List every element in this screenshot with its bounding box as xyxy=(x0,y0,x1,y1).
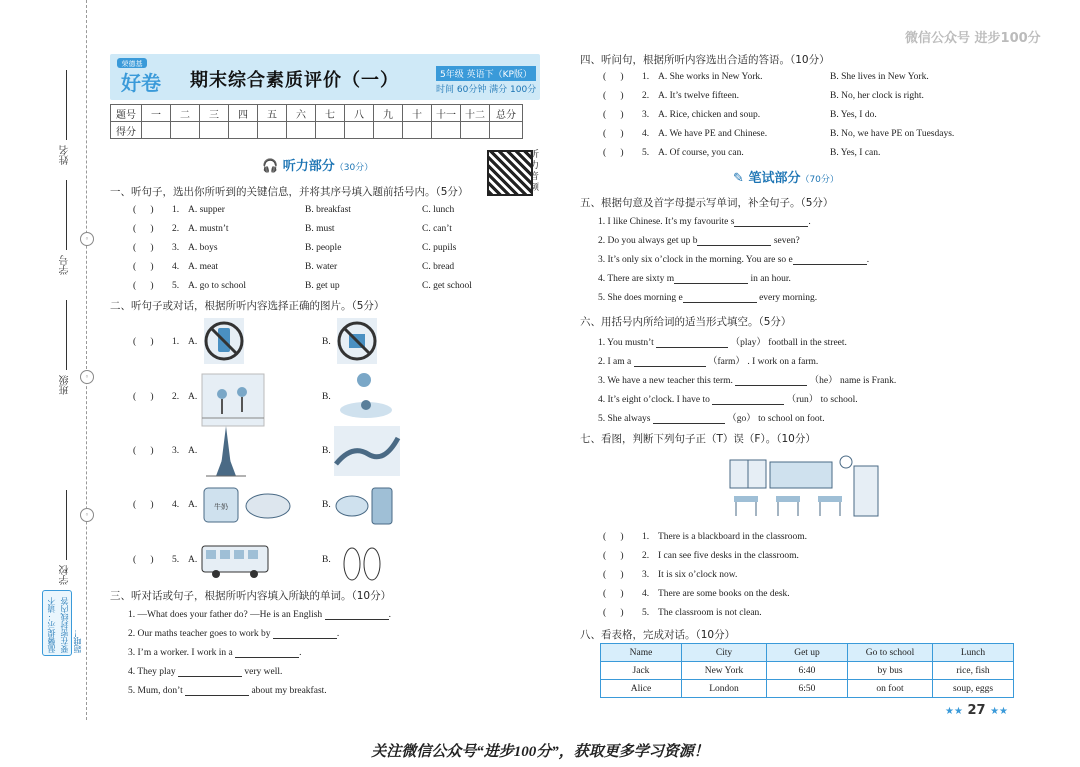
score-cell: 四 xyxy=(229,105,258,122)
sentence-text: I’m a worker. I work in a xyxy=(137,648,233,658)
answer-blank[interactable] xyxy=(185,695,249,696)
star-icon: ★★ xyxy=(945,706,963,717)
item-number: 3. xyxy=(172,243,180,253)
eiffel-tower-picture[interactable] xyxy=(202,424,250,478)
sentence-end: very well. xyxy=(241,667,283,677)
statement-text: I can see five desks in the classroom. xyxy=(658,551,799,561)
watermark-text: 微信公众号 进步100分 xyxy=(905,31,1041,46)
item-number: 5. xyxy=(642,608,650,618)
option-a: A. It’s twelve fifteen. xyxy=(658,91,739,101)
option-b: B. people xyxy=(305,243,342,253)
option-a: A. xyxy=(188,337,198,347)
answer-bracket[interactable]: ( ) xyxy=(603,110,624,120)
table-cell: by bus xyxy=(848,662,933,680)
item-number: 4. xyxy=(598,395,606,405)
item-number: 2. xyxy=(642,551,650,561)
feet-picture[interactable] xyxy=(336,536,388,584)
answer-bracket[interactable]: ( ) xyxy=(603,608,624,618)
fill-sentence xyxy=(598,372,896,386)
option-b: B. She lives in New York. xyxy=(830,72,929,82)
item-number: 4. xyxy=(128,667,136,677)
item-number: 3. xyxy=(172,446,180,456)
qr-label: 听力音频 xyxy=(530,150,540,193)
option-b: B. must xyxy=(305,224,335,234)
answer-bracket[interactable]: ( ) xyxy=(133,392,154,402)
answer-bracket[interactable]: ( ) xyxy=(133,243,154,253)
page-number xyxy=(945,703,1008,718)
answer-blank[interactable] xyxy=(697,245,771,246)
word-hint: （farm） xyxy=(708,357,745,367)
item-number: 1. xyxy=(598,217,606,227)
answer-blank[interactable] xyxy=(735,385,807,386)
sentence-text: There are sixty m xyxy=(607,274,675,284)
score-cell: 十 xyxy=(403,105,432,122)
score-value-row xyxy=(111,122,523,139)
qr-code-icon[interactable] xyxy=(487,150,533,196)
fill-sentence xyxy=(128,610,391,620)
class-line xyxy=(66,300,67,370)
sentence-text: I am a xyxy=(607,357,632,367)
answer-blank[interactable] xyxy=(235,657,299,658)
table-cell: soup, eggs xyxy=(933,680,1014,698)
score-input-cell[interactable] xyxy=(200,122,229,139)
sentence-end: every morning. xyxy=(756,293,818,303)
fill-sentence xyxy=(128,648,301,658)
option-c: C. can’t xyxy=(422,224,452,234)
header-cell: Name xyxy=(601,644,682,662)
item-number: 5. xyxy=(172,281,180,291)
fill-sentence xyxy=(128,629,339,639)
sentence-text: She does morning e xyxy=(607,293,683,303)
sentence-text: You mustn’t xyxy=(607,338,654,348)
word-hint: （play） xyxy=(730,338,766,348)
item-number: 3. xyxy=(642,570,650,580)
binding-hole-icon: ◦ xyxy=(80,232,94,246)
option-a: A. Rice, chicken and soup. xyxy=(658,110,761,120)
writing-heading xyxy=(733,167,839,186)
school-label: 学校 xyxy=(60,565,71,585)
option-b: B. No, we have PE on Tuesdays. xyxy=(830,129,955,139)
fill-sentence xyxy=(598,217,811,227)
table-cell: 6:50 xyxy=(767,680,848,698)
answer-bracket[interactable]: ( ) xyxy=(603,72,624,82)
item-number: 1. xyxy=(642,532,650,542)
sentence-end: to school on foot. xyxy=(758,414,825,424)
sentence-text: We have a new teacher this term. xyxy=(607,376,733,386)
grade-badge: 5年级 英语下（KP版） xyxy=(436,66,536,81)
score-input-cell[interactable] xyxy=(229,122,258,139)
info-table xyxy=(600,643,1014,698)
section-4-title: 四、听问句，根据所听内容选出合适的答语。（10分） xyxy=(580,54,830,66)
section-8-title: 八、看表格，完成对话。（10分） xyxy=(580,629,736,641)
great-wall-picture[interactable] xyxy=(332,424,402,478)
answer-bracket[interactable]: ( ) xyxy=(133,446,154,456)
sentence-end: . xyxy=(336,629,340,639)
score-input-cell[interactable] xyxy=(171,122,200,139)
name-line xyxy=(66,70,67,140)
answer-blank[interactable] xyxy=(683,302,757,303)
score-cell: 十一 xyxy=(432,105,461,122)
sentence-text: I like Chinese. It’s my favourite s xyxy=(607,217,735,227)
sentence-end: . I work on a farm. xyxy=(747,357,819,367)
option-b: B. water xyxy=(305,262,338,272)
option-a: A. supper xyxy=(188,205,225,215)
fill-sentence xyxy=(598,255,869,265)
time-info: 时间 60分钟 满分 100分 xyxy=(436,85,537,95)
binding-hole-icon: ◦ xyxy=(80,370,94,384)
item-number: 5. xyxy=(598,414,606,424)
footer-note: 关注微信公众号“进步100分”，获取更多学习资源！ xyxy=(371,744,709,760)
fill-sentence xyxy=(128,667,282,677)
school-line xyxy=(66,490,67,560)
sentence-end: to school. xyxy=(820,395,858,405)
answer-bracket[interactable]: ( ) xyxy=(133,224,154,234)
option-b: B. xyxy=(322,392,331,402)
classroom-picture xyxy=(728,452,884,520)
score-cell: 五 xyxy=(258,105,287,122)
sentence-text: Do you always get up b xyxy=(607,236,698,246)
answer-bracket[interactable]: ( ) xyxy=(133,555,154,565)
answer-bracket[interactable]: ( ) xyxy=(133,205,154,215)
fill-sentence xyxy=(598,236,800,246)
answer-blank[interactable] xyxy=(793,264,867,265)
score-cell: 七 xyxy=(316,105,345,122)
fill-sentence xyxy=(598,391,858,405)
score-input-cell[interactable] xyxy=(461,122,490,139)
answer-bracket[interactable]: ( ) xyxy=(133,262,154,272)
score-cell: 得分 xyxy=(111,122,142,139)
statement-text: There is a blackboard in the classroom. xyxy=(658,532,808,542)
no-phone-icon[interactable] xyxy=(200,316,248,366)
bus-picture[interactable] xyxy=(200,542,272,580)
star-icon: ★★ xyxy=(990,706,1009,717)
section-3-title: 三、听对话或句子，根据所听内容填入所缺的单词。（10分） xyxy=(110,590,392,602)
score-cell: 一 xyxy=(142,105,171,122)
answer-blank[interactable] xyxy=(634,366,706,367)
brand-logo xyxy=(115,56,181,96)
answer-blank[interactable] xyxy=(653,423,725,424)
section-7-title: 七、看图，判断下列句子正（T）误（F）。（10分） xyxy=(580,433,816,445)
score-input-cell[interactable] xyxy=(345,122,374,139)
section-5-title: 五、根据句意及首字母提示写单词，补全句子。（5分） xyxy=(580,197,834,209)
option-a: A. We have PE and Chinese. xyxy=(658,129,768,139)
score-cell: 三 xyxy=(200,105,229,122)
notice-box: 温馨提示：请不要在密封线内答题哦！ xyxy=(42,590,72,656)
option-b: B. get up xyxy=(305,281,340,291)
score-cell: 八 xyxy=(345,105,374,122)
item-number: 1. xyxy=(128,610,136,620)
item-number: 2. xyxy=(172,224,180,234)
item-number: 4. xyxy=(598,274,606,284)
item-number: 5. xyxy=(642,148,650,158)
fill-sentence xyxy=(598,334,847,348)
binding-strip xyxy=(0,0,95,720)
fill-sentence xyxy=(598,274,791,284)
score-input-cell[interactable] xyxy=(432,122,461,139)
milk-bread-picture[interactable] xyxy=(200,484,292,526)
item-number: 3. xyxy=(642,110,650,120)
answer-bracket[interactable]: ( ) xyxy=(603,570,624,580)
option-a: A. Of course, you can. xyxy=(658,148,744,158)
fill-sentence xyxy=(598,410,825,424)
sun-water-picture[interactable] xyxy=(338,370,394,422)
item-number: 3. xyxy=(128,648,136,658)
answer-blank[interactable] xyxy=(674,283,748,284)
class-label: 班级 xyxy=(60,375,71,395)
score-input-cell[interactable] xyxy=(403,122,432,139)
item-number: 5. xyxy=(598,293,606,303)
header-cell: Get up xyxy=(767,644,848,662)
sentence-text: She always xyxy=(607,414,651,424)
option-c: C. pupils xyxy=(422,243,457,253)
option-a: A. xyxy=(188,555,198,565)
fill-sentence xyxy=(598,353,818,367)
option-c: C. lunch xyxy=(422,205,455,215)
student-id-line xyxy=(66,180,67,250)
section-2-title: 二、听句子或对话，根据所听内容选择正确的图片。（5分） xyxy=(110,300,385,312)
item-number: 4. xyxy=(642,129,650,139)
score-cell: 九 xyxy=(374,105,403,122)
option-b: B. xyxy=(322,337,331,347)
sentence-end: . xyxy=(808,217,811,227)
answer-blank[interactable] xyxy=(178,676,242,677)
item-number: 3. xyxy=(598,255,606,265)
sentence-text: Our maths teacher goes to work by xyxy=(137,629,271,639)
sentence-text: —What does your father do? —He is an English xyxy=(137,610,323,620)
table-cell: New York xyxy=(682,662,767,680)
option-b: B. xyxy=(322,500,331,510)
answer-blank[interactable] xyxy=(712,404,784,405)
item-number: 1. xyxy=(172,205,180,215)
sentence-end: about my breakfast. xyxy=(249,686,327,696)
answer-blank[interactable] xyxy=(273,638,337,639)
item-number: 4. xyxy=(642,589,650,599)
answer-bracket[interactable]: ( ) xyxy=(603,129,624,139)
answer-bracket[interactable]: ( ) xyxy=(603,148,624,158)
option-b: B. xyxy=(322,555,331,565)
word-hint: （go） xyxy=(727,414,756,424)
sentence-end: in an hour. xyxy=(748,274,791,284)
name-label: 姓名 xyxy=(60,145,71,165)
sentence-end: . xyxy=(299,648,302,658)
sentence-end: football in the street. xyxy=(768,338,847,348)
option-b: B. breakfast xyxy=(305,205,351,215)
children-playing-picture[interactable] xyxy=(200,372,266,428)
statement-text: It is six o’clock now. xyxy=(658,570,738,580)
option-b: B. No, her clock is right. xyxy=(830,91,924,101)
option-a: A. xyxy=(188,392,198,402)
no-food-icon[interactable] xyxy=(333,316,381,366)
item-number: 2. xyxy=(642,91,650,101)
score-table xyxy=(110,104,523,139)
exam-title: 期末综合素质评价（一） xyxy=(190,70,399,91)
option-a: A. xyxy=(188,446,198,456)
table-cell: rice, fish xyxy=(933,662,1014,680)
score-input-cell[interactable] xyxy=(316,122,345,139)
item-number: 3. xyxy=(598,376,606,386)
sentence-text: It’s eight o’clock. I have to xyxy=(607,395,710,405)
option-a: A. meat xyxy=(188,262,219,272)
item-number: 1. xyxy=(642,72,650,82)
header-cell: City xyxy=(682,644,767,662)
sentence-end: seven? xyxy=(771,236,800,246)
answer-blank[interactable] xyxy=(734,226,808,227)
table-cell: 6:40 xyxy=(767,662,848,680)
table-cell: on foot xyxy=(848,680,933,698)
item-number: 5. xyxy=(128,686,136,696)
item-number: 4. xyxy=(172,262,180,272)
listening-heading xyxy=(262,155,373,174)
answer-blank[interactable] xyxy=(656,347,728,348)
listening-points: （30分） xyxy=(334,163,374,173)
sentence-text: It’s only six o’clock in the morning. You are so e xyxy=(607,255,793,265)
table-row xyxy=(601,680,1014,698)
answer-bracket[interactable]: ( ) xyxy=(133,337,154,347)
fill-sentence xyxy=(598,293,817,303)
answer-bracket[interactable]: ( ) xyxy=(603,91,624,101)
option-c: C. bread xyxy=(422,262,455,272)
option-c: C. get school xyxy=(422,281,472,291)
score-cell: 总分 xyxy=(490,105,523,122)
writing-heading-text: 笔试部分 xyxy=(748,171,801,186)
page-number-text: 27 xyxy=(967,703,986,718)
section-6-title: 六、用括号内所给词的适当形式填空。（5分） xyxy=(580,316,792,328)
item-number: 4. xyxy=(172,500,180,510)
info-table-header xyxy=(601,644,1014,662)
answer-bracket[interactable]: ( ) xyxy=(133,500,154,510)
sentence-text: Mum, don’t xyxy=(137,686,183,696)
svg-text:荣德基: 荣德基 xyxy=(121,60,143,68)
option-a: A. boys xyxy=(188,243,218,253)
score-cell: 二 xyxy=(171,105,200,122)
item-number: 1. xyxy=(172,337,180,347)
student-id-label: 学号 xyxy=(60,255,71,275)
answer-bracket[interactable]: ( ) xyxy=(603,589,624,599)
option-b: B. Yes, I can. xyxy=(830,148,881,158)
table-cell: Jack xyxy=(601,662,682,680)
sentence-end: . xyxy=(388,610,391,620)
answer-bracket[interactable]: ( ) xyxy=(133,281,154,291)
svg-text:牛奶: 牛奶 xyxy=(214,503,228,511)
seal-line xyxy=(86,0,87,720)
answer-bracket[interactable]: ( ) xyxy=(603,551,624,561)
word-hint: （he） xyxy=(809,376,838,386)
fill-sentence xyxy=(128,686,327,696)
listening-heading-text: 听力部分 xyxy=(282,159,335,174)
option-a: A. She works in New York. xyxy=(658,72,763,82)
option-a: A. xyxy=(188,500,198,510)
item-number: 2. xyxy=(172,392,180,402)
item-number: 2. xyxy=(598,357,606,367)
statement-text: There are some books on the desk. xyxy=(658,589,790,599)
sentence-end: . xyxy=(866,255,870,265)
score-input-cell[interactable] xyxy=(374,122,403,139)
table-cell: Alice xyxy=(601,680,682,698)
table-row xyxy=(601,662,1014,680)
option-b: B. xyxy=(322,446,331,456)
word-hint: （run） xyxy=(786,395,819,405)
header-cell: Go to school xyxy=(848,644,933,662)
answer-bracket[interactable]: ( ) xyxy=(603,532,624,542)
item-number: 2. xyxy=(128,629,136,639)
score-input-cell[interactable] xyxy=(142,122,171,139)
item-number: 2. xyxy=(598,236,606,246)
answer-blank[interactable] xyxy=(325,619,389,620)
score-input-cell[interactable] xyxy=(287,122,316,139)
table-cell: London xyxy=(682,680,767,698)
headphone-icon: 🎧 xyxy=(262,159,279,174)
option-a: A. go to school xyxy=(188,281,247,291)
sentence-end: name is Frank. xyxy=(840,376,897,386)
score-cell: 题号 xyxy=(111,105,142,122)
burger-cola-picture[interactable] xyxy=(334,484,398,528)
svg-text:好卷: 好卷 xyxy=(121,71,161,95)
section-1-title: 一、听句子，选出你所听到的关键信息，并将其序号填入题前括号内。（5分） xyxy=(110,186,469,198)
score-header-row xyxy=(111,105,523,122)
score-cell: 六 xyxy=(287,105,316,122)
header-cell: Lunch xyxy=(933,644,1014,662)
pencil-icon: ✎ xyxy=(733,171,744,186)
option-b: B. Yes, I do. xyxy=(830,110,877,120)
score-input-cell[interactable] xyxy=(490,122,523,139)
score-input-cell[interactable] xyxy=(258,122,287,139)
statement-text: The classroom is not clean. xyxy=(658,608,762,618)
binding-hole-icon: ◦ xyxy=(80,508,94,522)
brand-logo-icon xyxy=(115,56,181,96)
option-a: A. mustn’t xyxy=(188,224,229,234)
item-number: 1. xyxy=(598,338,606,348)
score-cell: 十二 xyxy=(461,105,490,122)
writing-points: （70分） xyxy=(800,175,839,185)
sentence-text: They play xyxy=(137,667,176,677)
item-number: 5. xyxy=(172,555,180,565)
